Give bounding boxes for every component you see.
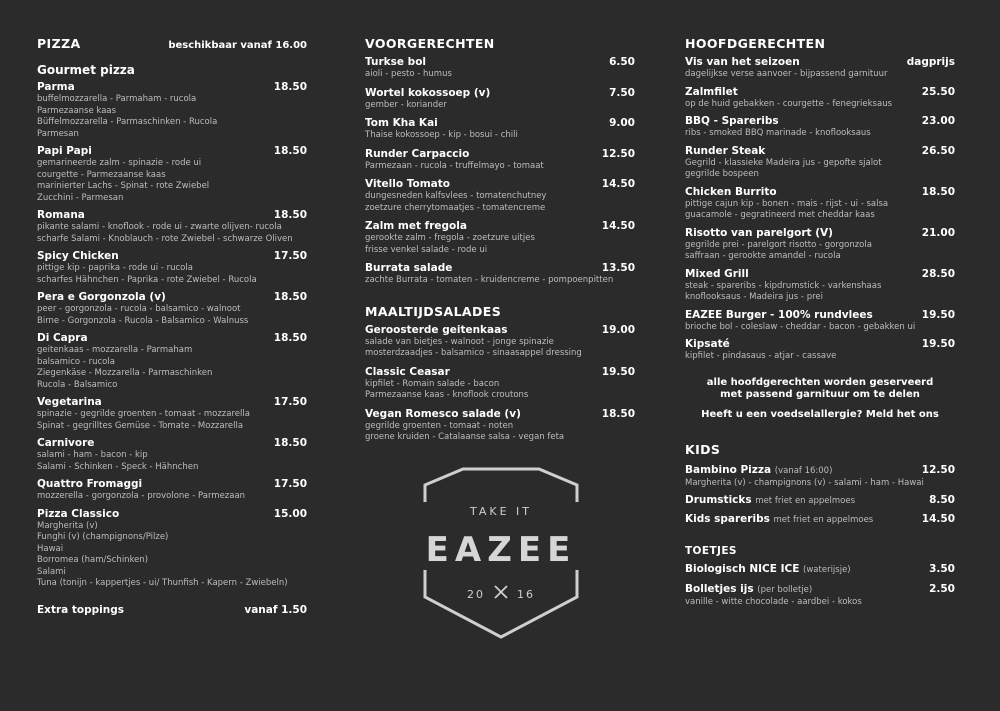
menu-item-name (685, 227, 833, 240)
menu-item-description: geitenkaas - mozzarella - Parmaham balsamico - rucola Ziegenkäse - Mozzarella - Parmaschinken Rucola - Balsamico (37, 345, 213, 390)
menu-item-title: Mixed Grill (685, 267, 749, 280)
menu-item-name (685, 145, 765, 158)
menu-item-title: Parma (37, 81, 75, 93)
menu-item-price: 12.50 (921, 463, 955, 476)
menu-item-description: pittige cajun kip - bonen - mais - rijst - ui - salsa guacamole - gegratineerd met cheddar kaas (685, 198, 889, 220)
menu-item-title: Bolletjes ijs (685, 583, 754, 595)
menu-item-name (365, 117, 438, 130)
pizza-availability: beschikbaar vanaf 16.00 (168, 40, 307, 51)
menu-item-description: Margherita (v) Funghi (v) (champignons/Pilze) Hawai Borromea (ham/Schinken) Salami Tuna (tonijn - kappertjes - ui/ Thunfish - Kapern - Zwiebeln) (37, 520, 288, 588)
garnish-note: alle hoofdgerechten worden geserveerd met passend garnituur om te delen (706, 376, 934, 400)
menu-item-title: Biologisch NICE ICE (685, 563, 800, 575)
menu-item (685, 86, 955, 111)
menu-item-price: 3.50 (929, 563, 955, 575)
menu-item-price: 18.50 (273, 81, 307, 93)
menu-item-name (685, 56, 800, 69)
menu-item-description: zachte Burrata - tomaten - kruidencreme - pompoenpitten (365, 275, 614, 285)
menu-item-title: Classic Ceasar (365, 365, 450, 378)
menu-item-title: Vegan Romesco salade (v) (365, 407, 521, 420)
menu-item-price: 14.50 (601, 178, 635, 190)
menu-item (685, 494, 955, 508)
menu-item (365, 117, 635, 142)
menu-item-name (365, 56, 426, 69)
menu-item-price: 18.50 (921, 185, 955, 198)
menu-item-inline-note: (vanaf 16:00) (774, 465, 833, 476)
menu-item-title: Wortel kokossoep (v) (365, 86, 491, 99)
menu-item-price: 25.50 (921, 85, 955, 98)
gourmet-pizza-subtitle: Gourmet pizza (37, 63, 135, 77)
menu-item (37, 291, 307, 327)
menu-item-name (37, 145, 92, 158)
menu-item-name (685, 309, 873, 322)
menu-item (685, 309, 955, 334)
menu-item-price: 2.50 (929, 583, 955, 595)
menu-item-price: 8.50 (929, 494, 955, 506)
menu-item-description: gegrilde prei - parelgort risotto - gorgonzola saffraan - gerookte amandel - rucola (685, 239, 872, 261)
menu-item-title: Kids spareribs (685, 513, 770, 525)
logo-frame-top (425, 469, 577, 502)
menu-item-description: kipfilet - pindasaus - atjar - cassave (685, 351, 837, 361)
menu-item-description: steak - spareribs - kipdrumstick - varkenshaas knoflooksaus - Madeira jus - prei (685, 280, 882, 302)
menu-item (37, 250, 307, 286)
voorgerechten-title: VOORGERECHTEN (365, 36, 495, 51)
menu-item-price: dagprijs (906, 56, 955, 68)
menu-item (685, 464, 955, 490)
menu-item-description: dagelijkse verse aanvoer - bijpassend garnituur (685, 69, 888, 79)
menu-item (685, 513, 955, 527)
menu-item-description: gerookte zalm - fregola - zoetzure uitjes frisse venkel salade - rode ui (365, 233, 535, 255)
cutlery-icon (495, 586, 507, 598)
menu-item-price: 17.50 (273, 478, 307, 490)
logo-year-right: 16 (517, 588, 535, 601)
menu-item-name (37, 396, 102, 409)
menu-item-title: Spicy Chicken (37, 250, 119, 262)
menu-item (365, 366, 635, 402)
menu-item-price: 18.50 (273, 291, 307, 303)
hoofdgerechten-list (685, 56, 955, 363)
menu-item (37, 209, 307, 245)
menu-item-price: 9.00 (609, 117, 635, 129)
allergy-note: Heeft u een voedselallergie? Meld het ons (701, 408, 939, 420)
menu-item-description: dungesneden kalfsvlees - tomatenchutney zoetzure cherrytomaatjes - tomatencreme (365, 191, 547, 213)
menu-item-description: Margherita (v) - champignons (v) - salami - ham - Hawai (685, 477, 924, 488)
extra-toppings-price: vanaf 1.50 (244, 603, 307, 616)
menu-item (37, 145, 307, 204)
menu-item-price: 19.50 (601, 365, 635, 378)
menu-item-price: 21.00 (921, 226, 955, 239)
menu-item-description: mozzerella - gorgonzola - provolone - Parmezaan (37, 491, 246, 501)
menu-item-price: 13.50 (601, 262, 635, 274)
pizza-header (37, 36, 307, 52)
eazee-logo (423, 467, 579, 639)
mains-column (685, 36, 955, 615)
menu-item (685, 56, 955, 81)
menu-item-description: Gegrild - klassieke Madeira jus - gepofte sjalot gegrilde bospeen (685, 157, 882, 179)
menu-item-price: 14.50 (601, 220, 635, 232)
menu-item-title: BBQ - Spareribs (685, 115, 779, 127)
menu-item-inline-note: (per bolletje) (757, 585, 813, 595)
toetjes-list (685, 563, 955, 609)
pizza-column (37, 36, 307, 621)
menu-item-title: Di Capra (37, 332, 88, 344)
menu-item-price: 18.50 (273, 145, 307, 157)
logo-brand: EAZEE (425, 530, 577, 570)
menu-item-name (365, 178, 450, 191)
menu-item-title: Runder Carpaccio (365, 147, 470, 160)
menu-item-title: Vegetarina (37, 396, 102, 408)
menu-item-title: Papi Papi (37, 145, 92, 157)
menu-item-price: 15.00 (273, 507, 307, 520)
menu-item (685, 186, 955, 222)
menu-item-price: 17.50 (273, 250, 307, 262)
menu-item-name (685, 115, 779, 128)
logo-frame-bottom (425, 570, 577, 637)
menu-item-description: peer - gorgonzola - rucola - balsamico - walnoot Birne - Gorgonzola - Rucola - Balsamico - Walnuss (37, 304, 249, 326)
menu-item-description: gember - koriander (365, 99, 447, 110)
menu-item-price: 6.50 (609, 56, 635, 68)
menu-item-title: EAZEE Burger - 100% rundvlees (685, 308, 873, 321)
menu-item-name (37, 437, 94, 450)
menu-item (37, 396, 307, 432)
menu-item-inline-note: met friet en appelmoes (755, 496, 856, 506)
menu-item-description: vanille - witte chocolade - aardbei - kokos (685, 597, 862, 607)
menu-item-description: brioche bol - coleslaw - cheddar - bacon - gebakken ui (685, 321, 916, 332)
menu-item-price: 19.50 (921, 308, 955, 321)
menu-item-name (37, 81, 75, 94)
menu-item-title: Pizza Classico (37, 507, 120, 520)
menu-item (365, 148, 635, 173)
menu-item-name (37, 291, 166, 304)
menu-item-inline-note: met friet en appelmoes (773, 515, 874, 525)
menu-item-name (37, 250, 119, 263)
menu-item-description: pittige kip - paprika - rode ui - rucola scharfes Hähnchen - Paprika - rote Zwiebel - Rucola (37, 263, 257, 285)
menu-item-name (685, 563, 851, 577)
menu-item (365, 408, 635, 444)
menu-item-name (685, 186, 777, 199)
menu-item-name (365, 262, 452, 275)
menu-item-description: buffelmozzarella - Parmaham - rucola Parmezaanse kaas Büffelmozzarella - Parmaschinken - Rucola Parmesan (37, 94, 218, 139)
menu-item-title: Chicken Burrito (685, 185, 777, 198)
menu-item (365, 324, 635, 360)
menu-item-title: Kipsaté (685, 338, 730, 350)
menu-item-name (685, 86, 738, 99)
menu-item-title: Romana (37, 209, 85, 221)
menu-item-name (365, 366, 450, 379)
menu-item-price: 23.00 (921, 115, 955, 127)
extra-toppings (37, 604, 307, 617)
menu-item-name (685, 464, 832, 478)
menu-item (685, 227, 955, 263)
menu-item-price: 17.50 (273, 396, 307, 408)
menu-item-description: gemarineerde zalm - spinazie - rode ui courgette - Parmezaanse kaas marinierter Lachs - Spinat - rote Zwiebel Zucchini - Parmesan (37, 158, 210, 203)
logo-take-it: TAKE IT (469, 505, 533, 518)
menu-item (365, 87, 635, 112)
toetjes-title: TOETJES (685, 545, 737, 557)
menu-item-title: Drumsticks (685, 494, 752, 506)
menu-item-title: Runder Steak (685, 144, 766, 157)
menu-item-title: Burrata salade (365, 262, 453, 274)
kids-list (685, 464, 955, 528)
voorgerechten-list (365, 56, 635, 287)
menu-item (365, 262, 635, 287)
menu-item-description: spinazie - gegrilde groenten - tomaat - mozzarella Spinat - gegrilltes Gemüse - Tomate - Mozzarella (37, 409, 250, 431)
menu-item-name (365, 220, 467, 233)
menu-item-name (37, 478, 142, 491)
menu-item-name (365, 408, 521, 421)
logo-year-left: 20 (467, 588, 485, 601)
menu-item (37, 437, 307, 473)
menu-item-title: Pera e Gorgonzola (v) (37, 291, 166, 303)
starters-column (365, 36, 635, 450)
menu-item-description: Parmezaan - rucola - truffelmayo - tomaat (365, 160, 544, 171)
menu-item-description: ribs - smoked BBQ marinade - knoflooksaus (685, 128, 871, 138)
hoofdgerechten-title: HOOFDGERECHTEN (685, 36, 826, 51)
menu-item (37, 332, 307, 391)
menu-item-title: Risotto van parelgort (V) (685, 226, 833, 239)
menu-item-description: salami - ham - bacon - kip Salami - Schinken - Speck - Hähnchen (37, 450, 199, 472)
menu-item-name (365, 87, 490, 100)
menu-item-title: Quattro Fromaggi (37, 478, 143, 490)
menu-item (365, 220, 635, 256)
menu-item (37, 81, 307, 140)
pizza-list (37, 81, 307, 590)
maaltijdsalades-list (365, 324, 635, 444)
menu-item-price: 18.50 (273, 332, 307, 344)
menu-item-name (37, 508, 119, 521)
menu-item (37, 478, 307, 503)
pizza-title: PIZZA (37, 36, 81, 51)
menu-item-price: 18.50 (273, 209, 307, 221)
menu-item-description: pikante salami - knoflook - rode ui - zwarte olijven- rucola scharfe Salami - Knoblauch - rote Zwiebel - schwarze Oliven (37, 222, 293, 244)
menu-item (685, 145, 955, 181)
menu-item-title: Zalmfilet (685, 85, 738, 98)
menu-item-price: 19.50 (921, 338, 955, 350)
extra-toppings-name: Extra toppings (37, 603, 124, 616)
menu-item-price: 14.50 (921, 513, 955, 525)
menu-item-price: 18.50 (601, 407, 635, 420)
menu-item-title: Geroosterde geitenkaas (365, 323, 508, 336)
menu-item (685, 583, 955, 609)
menu-item (685, 268, 955, 304)
menu-item-description: aioli - pesto - humus (365, 69, 452, 79)
maaltijdsalades-title: MAALTIJDSALADES (365, 303, 502, 319)
menu-item (685, 338, 955, 363)
menu-item-title: Vis van het seizoen (685, 56, 800, 68)
menu-item-title: Vitello Tomato (365, 178, 450, 190)
menu-item-name (685, 268, 749, 281)
menu-item-name (37, 209, 85, 222)
menu-item-name (685, 494, 855, 508)
menu-item-description: gegrilde groenten - tomaat - noten groene kruiden - Catalaanse salsa - vegan feta (365, 420, 565, 442)
menu-item-price: 18.50 (273, 437, 307, 449)
menu-item-name (685, 338, 730, 351)
menu-item-name (365, 324, 507, 337)
menu-item-title: Tom Kha Kai (365, 117, 438, 129)
menu-item (365, 178, 635, 214)
menu-item-name (685, 583, 812, 597)
menu-item (685, 563, 955, 577)
menu-item (365, 56, 635, 81)
menu-item-title: Zalm met fregola (365, 220, 467, 232)
menu-item-description: op de huid gebakken - courgette - fenegrieksaus (685, 98, 893, 109)
menu-item (685, 115, 955, 140)
menu-item-title: Turkse bol (365, 56, 427, 68)
menu-item-title: Carnivore (37, 437, 95, 449)
menu-item-inline-note: (waterijsje) (803, 565, 851, 575)
menu-item-price: 26.50 (921, 144, 955, 157)
menu-item (37, 508, 307, 590)
menu-item-name (365, 148, 469, 161)
menu-item-name (685, 513, 873, 527)
menu-item-description: salade van bietjes - walnoot - jonge spinazie mosterdzaadjes - balsamico - sinaasappel dressing (365, 336, 582, 358)
menu-item-title: Bambino Pizza (685, 463, 772, 476)
menu-item-price: 19.00 (601, 323, 635, 336)
menu-item-description: kipfilet - Romain salade - bacon Parmezaanse kaas - knoflook croutons (365, 378, 529, 400)
menu-item-description: Thaise kokossoep - kip - bosui - chili (365, 130, 518, 140)
kids-title: KIDS (685, 441, 721, 457)
menu-item-price: 7.50 (609, 86, 635, 99)
menu-item-price: 28.50 (921, 267, 955, 280)
menu-item-price: 12.50 (601, 147, 635, 160)
menu-item-name (37, 332, 88, 345)
